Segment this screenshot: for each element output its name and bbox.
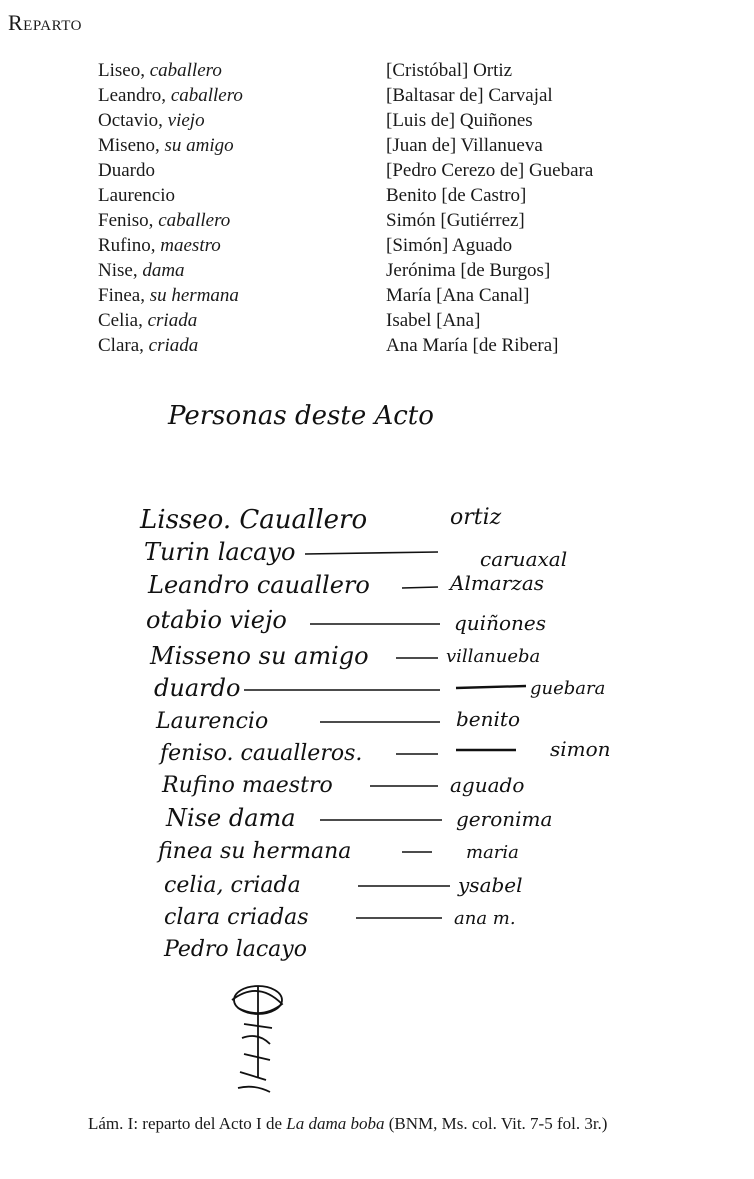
character-name: Leandro, caballero <box>98 85 243 106</box>
character-name: Clara, criada <box>98 335 199 356</box>
strikethrough-mark <box>456 686 526 688</box>
manuscript-line <box>156 839 519 864</box>
manuscript-actor: maria <box>466 842 519 863</box>
manuscript-role: Nise dama <box>166 804 296 832</box>
manuscript-line <box>158 737 611 766</box>
character-name: Nise, dama <box>98 260 185 281</box>
manuscript-actor: geronima <box>456 807 553 831</box>
manuscript-role: feniso. caualleros. <box>160 741 363 766</box>
manuscript-line <box>155 707 520 734</box>
cast-row <box>98 183 698 208</box>
manuscript-role: Lisseo. Cauallero <box>140 505 368 535</box>
actor-name: [Cristóbal] Ortiz <box>386 60 513 81</box>
manuscript-line <box>161 773 524 798</box>
cast-row <box>98 308 698 333</box>
manuscript-line <box>149 642 540 670</box>
manuscript-line <box>164 873 523 898</box>
manuscript-line <box>139 505 502 535</box>
cast-row <box>98 333 698 358</box>
manuscript-facsimile <box>120 388 640 1108</box>
manuscript-line <box>154 674 605 702</box>
manuscript-role: finea su hermana <box>158 839 352 864</box>
manuscript-actor: villanueba <box>446 646 541 667</box>
manuscript-line <box>163 937 307 962</box>
actor-name: [Simón] Aguado <box>386 235 513 256</box>
manuscript-line <box>165 804 552 832</box>
manuscript-line <box>144 538 567 571</box>
manuscript-actor: caruaxal <box>480 547 568 571</box>
actor-name: Isabel [Ana] <box>386 310 481 331</box>
manuscript-role: otabio viejo <box>146 606 287 634</box>
manuscript-role: Pedro lacayo <box>164 937 307 962</box>
manuscript-actor: ortiz <box>450 505 502 530</box>
manuscript-role: Turin lacayo <box>144 538 296 566</box>
cast-row <box>98 133 698 158</box>
manuscript-role: duardo <box>154 674 241 702</box>
character-name: Celia, criada <box>98 310 198 331</box>
manuscript-line <box>164 905 516 930</box>
manuscript-actor: Almarzas <box>450 571 545 595</box>
manuscript-role: Rufino maestro <box>162 773 333 798</box>
actor-name: María [Ana Canal] <box>386 285 530 306</box>
cast-row <box>98 233 698 258</box>
manuscript-line <box>146 606 546 635</box>
character-name: Rufino, maestro <box>98 235 221 256</box>
manuscript-title: Personas deste Acto <box>168 401 434 431</box>
manuscript-role: celia, criada <box>164 873 301 898</box>
cast-row <box>98 158 698 183</box>
actor-name: Simón [Gutiérrez] <box>386 210 525 231</box>
cast-list <box>98 58 698 358</box>
actor-name: Ana María [de Ribera] <box>386 335 559 356</box>
manuscript-rule <box>305 552 438 554</box>
actor-name: Jerónima [de Burgos] <box>386 260 551 281</box>
cast-row <box>98 83 698 108</box>
cast-row <box>98 208 698 233</box>
manuscript-actor: simon <box>550 737 611 761</box>
manuscript-actor: aguado <box>450 773 525 797</box>
cast-row <box>98 283 698 308</box>
manuscript-actor: benito <box>456 707 520 731</box>
manuscript-actor: quiñones <box>454 611 546 635</box>
rubric-flourish <box>232 986 282 1092</box>
manuscript-line <box>147 571 544 599</box>
cast-row <box>98 258 698 283</box>
cast-row <box>98 58 698 83</box>
cast-row <box>98 108 698 133</box>
manuscript-actor: ysabel <box>458 873 523 897</box>
manuscript-image <box>120 388 640 1108</box>
manuscript-actor: guebara <box>530 678 606 699</box>
manuscript-actor: ana m. <box>454 908 516 929</box>
actor-name: [Luis de] Quiñones <box>386 110 533 131</box>
character-name: Liseo, caballero <box>98 60 222 81</box>
manuscript-role: clara criadas <box>164 905 309 930</box>
character-name: Laurencio <box>98 185 176 206</box>
manuscript-role: Misseno su amigo <box>150 642 369 670</box>
character-name: Feniso, caballero <box>98 210 231 231</box>
manuscript-role: Leandro cauallero <box>148 571 370 599</box>
actor-name: Benito [de Castro] <box>386 185 527 206</box>
section-heading: Reparto <box>8 10 82 35</box>
actor-name: [Baltasar de] Carvajal <box>386 85 553 106</box>
character-name: Duardo <box>98 160 155 181</box>
actor-name: [Pedro Cerezo de] Guebara <box>386 160 594 181</box>
character-name: Octavio, viejo <box>98 110 205 131</box>
character-name: Finea, su hermana <box>98 285 239 306</box>
actor-name: [Juan de] Villanueva <box>386 135 543 156</box>
figure-caption: Lám. I: reparto del Acto I de La dama boba (BNM, Ms. col. Vit. 7-5 fol. 3r.) <box>88 1114 608 1133</box>
manuscript-role: Laurencio <box>156 709 269 734</box>
manuscript-rule <box>402 587 438 588</box>
character-name: Miseno, su amigo <box>98 135 234 156</box>
